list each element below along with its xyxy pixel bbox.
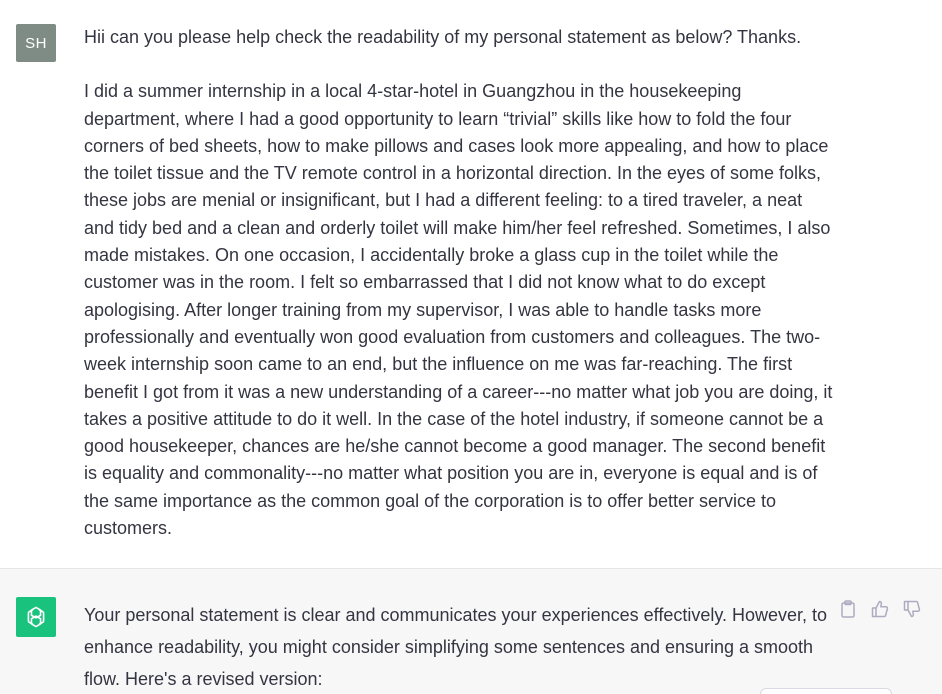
user-avatar [16, 24, 56, 62]
assistant-message [0, 568, 942, 694]
user-avatar-initials: SH [25, 34, 47, 52]
user-request-text: Hii can you please help check the readability of my personal statement as below? Thanks. [84, 27, 802, 47]
thumbs-down-icon [903, 600, 921, 618]
assistant-message-text [84, 599, 829, 694]
message-actions [838, 599, 922, 619]
assistant-avatar [16, 597, 56, 637]
assistant-reply-text: Your personal statement is clear and communicates your experiences effectively. However, to enhance readability, you might consider simplifying some sentences and ensuring a smooth flow. Here's a revised version: [84, 605, 828, 689]
user-message-text [84, 24, 834, 542]
openai-logo-icon [23, 604, 49, 630]
regenerate-button[interactable] [760, 688, 892, 694]
personal-statement-text: I did a summer internship in a local 4-star-hotel in Guangzhou in the housekeeping department, where I had a good opportunity to learn “trivial” skills like how to fold the four corners of bed sheets, how to make pillows and cases look more appealing, and how to place the toilet tissue and the TV remote control in a horizontal direction. In the eyes of some folks, these jobs are menial or insignificant, but I had a different feeling: to a tired traveler, a neat and tidy bed and a clean and orderly toilet will make him/her feel refreshed. Sometimes, I also made mistakes. On one occasion, I accidentally broke a glass cup in the toilet while the customer was in the room. I felt so embarrassed that I did not know what to do except apologising. After longer training from my supervisor, I was able to handle tasks more professionally and eventually won good evaluation from customers and colleagues. The two-week internship soon came to an end, but the influence on me was far-reaching. The first benefit I got from it was a new understanding of a career---no matter what job you are doing, it takes a positive attitude to do it well. In the case of the hotel industry, if someone cannot be a good housekeeper, chances are he/she cannot become a good manager. The second benefit is equality and commonality---no matter what position you are in, everyone is equal and is of the same importance as the common goal of the corporation is to offer better service to customers. [84, 81, 833, 539]
thumbs-down-button[interactable] [902, 599, 922, 619]
thumbs-up-button[interactable] [870, 599, 890, 619]
thumbs-up-icon [871, 600, 889, 618]
clipboard-icon [840, 600, 856, 618]
copy-button[interactable] [838, 599, 858, 619]
